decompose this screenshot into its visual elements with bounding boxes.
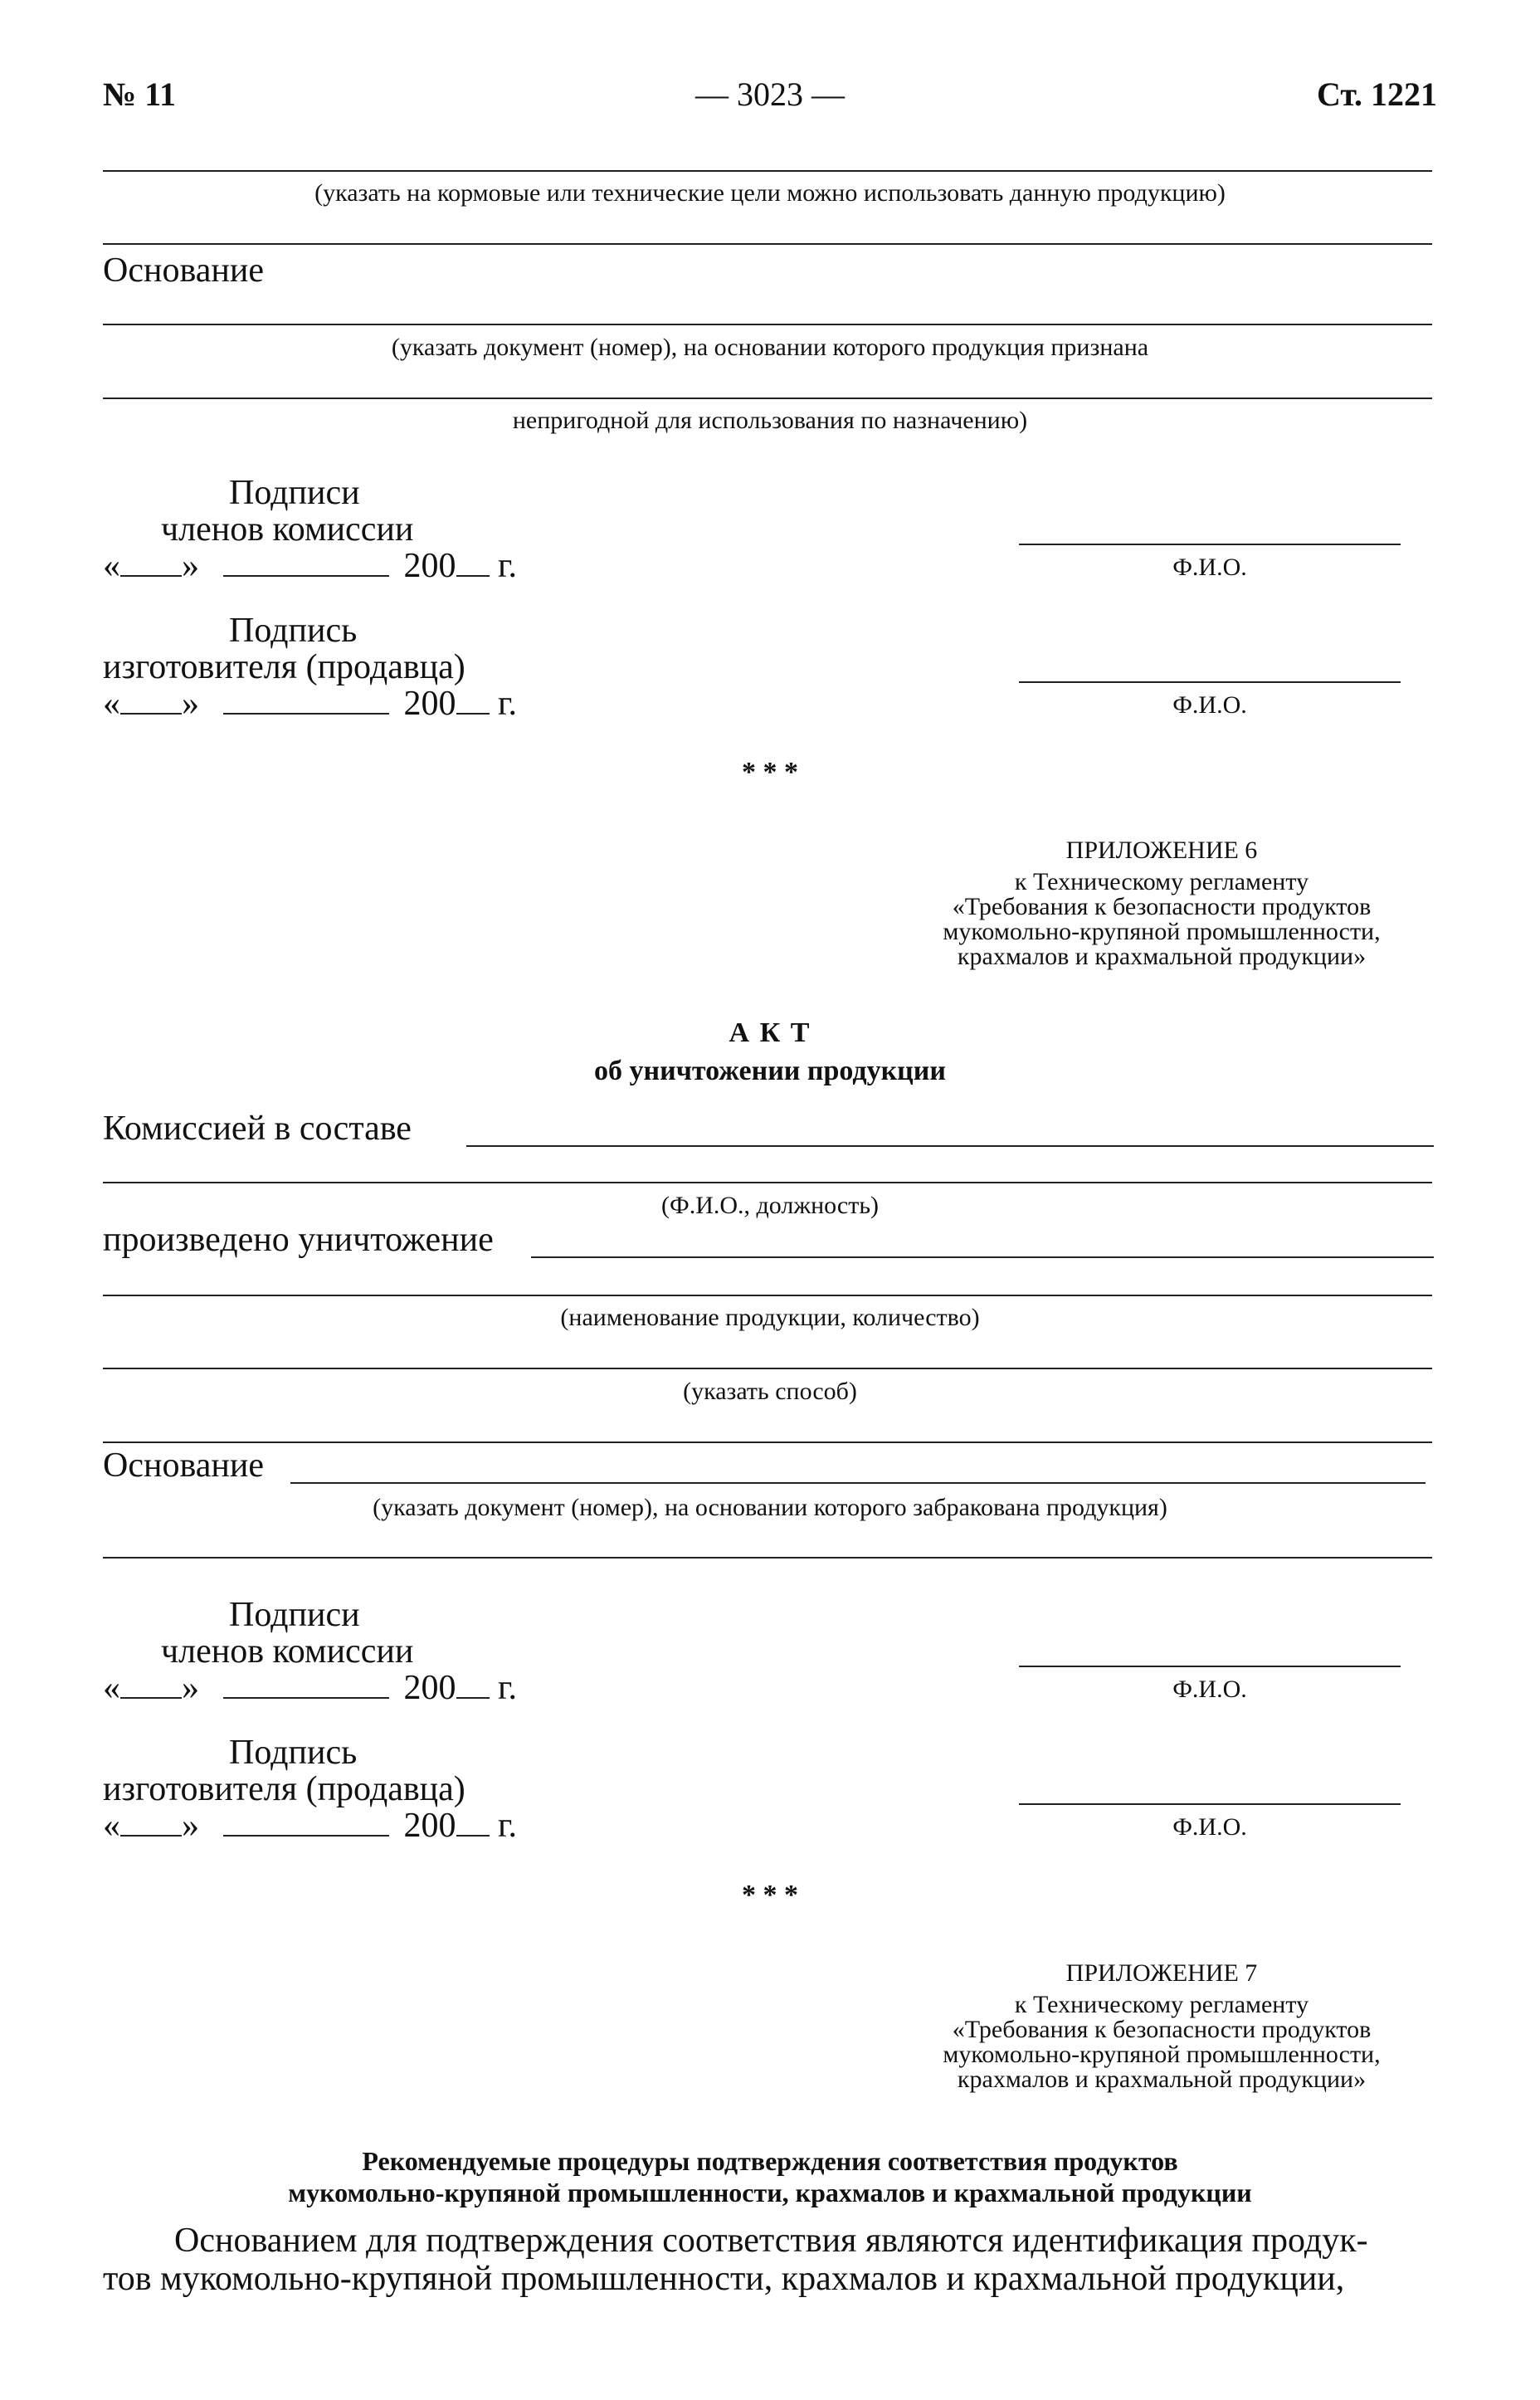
- signatures-members-label-2: членов комиссии: [161, 510, 414, 549]
- fill-line: [103, 398, 1432, 399]
- procedures-title-2: мукомольно-крупяной промышленности, крахмалов и крахмальной продукции: [288, 2178, 1252, 2207]
- act-title: А К Т: [729, 1017, 811, 1048]
- appendix-7-header: [880, 1961, 1444, 2092]
- maker-signature-label: Подпись: [229, 612, 358, 650]
- basis-label: Основание: [103, 1446, 264, 1485]
- caption-method: (указать способ): [683, 1378, 857, 1405]
- fio-caption: Ф.И.О.: [1172, 691, 1247, 719]
- caption-purpose: (указать на кормовые или технические цели можно использовать данную продукцию): [314, 179, 1226, 207]
- appendix-line: мукомольно-крупяной промышленности,: [943, 2041, 1381, 2068]
- appendix-line: мукомольно-крупяной промышленности,: [943, 918, 1381, 945]
- fill-line: [103, 324, 1432, 325]
- fio-caption: Ф.И.О.: [1172, 554, 1247, 581]
- appendix-line: крахмалов и крахмальной продукции»: [957, 2066, 1367, 2093]
- signatures-members-label: Подписи: [229, 1596, 360, 1634]
- fill-line: [103, 170, 1432, 172]
- fio-caption: Ф.И.О.: [1172, 1813, 1247, 1841]
- appendix-line: к Техническому регламенту: [1014, 868, 1309, 895]
- fill-line[interactable]: [103, 1557, 1432, 1559]
- caption-fio: (Ф.И.О., должность): [661, 1192, 879, 1219]
- signature-line[interactable]: [1019, 544, 1401, 545]
- fill-line: [103, 243, 1432, 245]
- date-field[interactable]: « » 200 г.: [103, 685, 517, 723]
- fill-line[interactable]: [103, 1182, 1432, 1183]
- appendix-title: ПРИЛОЖЕНИЕ 7: [1065, 1959, 1258, 1987]
- issue-number: № 11: [103, 76, 176, 113]
- destruction-label: произведено уничтожение: [103, 1221, 494, 1259]
- date-field[interactable]: « » 200 г.: [103, 1807, 517, 1845]
- fio-caption: Ф.И.О.: [1172, 1676, 1247, 1703]
- fill-line[interactable]: [103, 1441, 1432, 1443]
- signature-line[interactable]: [1019, 681, 1401, 683]
- procedures-paragraph-2: тов мукомольно-крупяной промышленности, крахмалов и крахмальной продукции,: [103, 2260, 1345, 2298]
- fill-line[interactable]: [103, 1295, 1432, 1296]
- basis-label: Основание: [103, 251, 264, 290]
- caption-doc: (указать документ (номер), на основании которого забракована продукция): [373, 1494, 1167, 1521]
- signatures-members-label: Подписи: [229, 474, 360, 512]
- basis-input-line[interactable]: [290, 1482, 1425, 1484]
- maker-signature-label-2: изготовителя (продавца): [103, 648, 465, 686]
- appendix-6-header: [880, 838, 1444, 969]
- signatures-members-label-2: членов комиссии: [161, 1632, 414, 1671]
- act-subtitle: об уничтожении продукции: [594, 1056, 946, 1086]
- signature-line[interactable]: [1019, 1666, 1401, 1667]
- date-field[interactable]: « » 200 г.: [103, 547, 517, 585]
- commission-input-line[interactable]: [466, 1145, 1434, 1147]
- appendix-line: «Требования к безопасности продуктов: [952, 2016, 1372, 2043]
- maker-signature-label-2: изготовителя (продавца): [103, 1770, 465, 1808]
- date-field[interactable]: « » 200 г.: [103, 1669, 517, 1707]
- caption-doc-cont: непригодной для использования по назначению): [512, 407, 1028, 434]
- caption-product: (наименование продукции, количество): [560, 1304, 980, 1331]
- appendix-line: крахмалов и крахмальной продукции»: [957, 943, 1367, 970]
- procedures-paragraph: Основанием для подтверждения соответствия являются идентификация продук-: [174, 2222, 1368, 2260]
- section-separator: * * *: [742, 1880, 798, 1910]
- signature-line[interactable]: [1019, 1803, 1401, 1805]
- appendix-title: ПРИЛОЖЕНИЕ 6: [1065, 837, 1258, 864]
- article-number: Ст. 1221: [1317, 76, 1437, 113]
- commission-label: Комиссией в составе: [103, 1110, 412, 1148]
- fill-line[interactable]: [103, 1368, 1432, 1369]
- appendix-line: «Требования к безопасности продуктов: [952, 893, 1372, 920]
- page-number: — 3023 —: [695, 76, 845, 113]
- section-separator: * * *: [742, 757, 798, 788]
- destruction-input-line[interactable]: [531, 1256, 1434, 1258]
- procedures-title: Рекомендуемые процедуры подтверждения соответствия продуктов: [362, 2146, 1178, 2176]
- maker-signature-label: Подпись: [229, 1734, 358, 1772]
- caption-doc: (указать документ (номер), на основании которого продукция признана: [391, 334, 1149, 361]
- appendix-line: к Техническому регламенту: [1014, 1991, 1309, 2018]
